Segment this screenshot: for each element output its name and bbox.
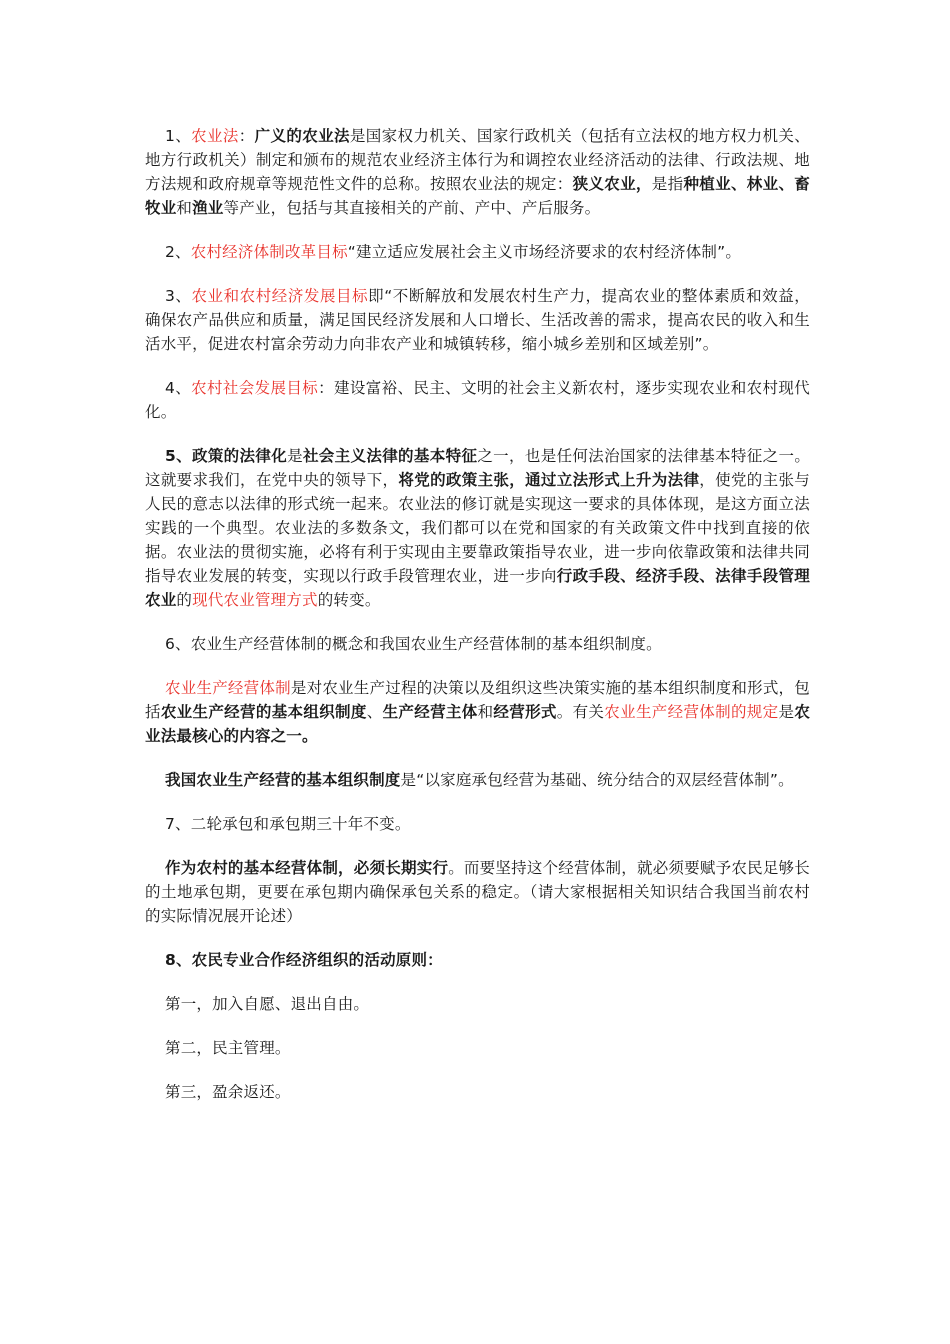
paragraph-7 <box>145 812 810 836</box>
bold-text: 狭义农业， <box>572 175 652 193</box>
text-run: 3、 <box>165 287 192 305</box>
text-run: 的转变。 <box>317 591 381 609</box>
highlighted-term: 农村经济体制改革目标 <box>190 243 348 261</box>
text-run: 等产业，包括与其直接相关的产前、产中、产后服务。 <box>223 199 601 217</box>
text-run: 6、农业生产经营体制的概念和我国农业生产经营体制的基本组织制度。 <box>165 635 662 653</box>
text-run: 和 <box>176 199 193 217</box>
text-run: 2、 <box>165 243 191 261</box>
highlighted-term: 农业生产经营体制的规定 <box>604 703 779 721</box>
text-run: 和 <box>477 703 494 721</box>
bold-text: 种植业、林业、畜牧业 <box>145 175 810 217</box>
text-run: 的 <box>176 591 193 609</box>
text-run: 。而要坚持这个经营体制，就必须要赋予农民足够长的土地承包期，更要在承包期内确保承包关系的稳定。（请大家根据相关知识结合我国当前农村的实际情况展开论述） <box>145 859 810 925</box>
bold-text: 渔业 <box>192 199 224 217</box>
bold-text: 农业生产经营的基本组织制度 <box>160 703 367 721</box>
highlighted-term: 农业生产经营体制 <box>165 679 291 697</box>
paragraph-5 <box>145 444 810 612</box>
text-run: 是指 <box>651 175 684 193</box>
bold-text: 5、政策的法律化 <box>165 447 288 465</box>
paragraph-2 <box>145 240 810 264</box>
bold-text: 将党的政策主张，通过立法形式上升为法律 <box>398 471 700 489</box>
text-run: 之一，也是任何法治国家的法律基本特征之一。这就要求我们，在党中央的领导下， <box>145 447 811 489</box>
bold-text: 8、农民专业合作经济组织的活动原则： <box>165 951 443 969</box>
paragraph-4 <box>145 376 810 424</box>
text-run: 、 <box>366 703 383 721</box>
paragraph-3 <box>145 284 810 356</box>
principle-3 <box>145 1080 810 1104</box>
bold-text: 农业法最核心的内容之一。 <box>145 703 811 745</box>
highlighted-term: 农业法 <box>191 127 239 145</box>
paragraph-6-system <box>145 768 810 792</box>
paragraph-7-detail <box>145 856 810 928</box>
text-run: 第二，民主管理。 <box>165 1039 291 1057</box>
bold-text: 广义的农业法 <box>254 127 350 145</box>
paragraph-1 <box>145 124 810 220</box>
text-run: 即“不断解放和发展农村生产力，提高农业的整体素质和效益，确保农产品供应和质量，满足国民经济发展和人口增长、生活改善的需求，提高农民的收入和生活水平，促进农村富余劳动力向非农产业和城镇转移，缩小城乡差别和区域差别”。 <box>145 287 811 353</box>
principle-2 <box>145 1036 810 1060</box>
text-run: 4、 <box>165 379 192 397</box>
text-run: 是 <box>778 703 795 721</box>
text-run: 7、二轮承包和承包期三十年不变。 <box>165 815 411 833</box>
text-run: 是 <box>287 447 303 465</box>
text-run: 。有关 <box>556 703 605 721</box>
text-run: 是国家权力机关、国家行政机关（包括有立法权的地方权力机关、地方行政机关）制定和颁布的规范农业经济主体行为和调控农业经济活动的法律、行政法规、地方法规和政府规章等规范性文件的总称。按照农业法的规定： <box>145 127 810 193</box>
bold-text: 作为农村的基本经营体制，必须长期实行 <box>165 859 449 877</box>
text-run: 第三，盈余返还。 <box>165 1083 291 1101</box>
paragraph-6 <box>145 632 810 656</box>
highlighted-term: 现代农业管理方式 <box>192 591 318 609</box>
paragraph-8 <box>145 948 810 972</box>
bold-text: 行政手段、经济手段、法律手段管理农业 <box>145 567 810 609</box>
paragraph-6-definition <box>145 676 810 748</box>
text-run: ： <box>238 127 255 145</box>
text-run: 是“以家庭承包经营为基础、统分结合的双层经营体制”。 <box>400 771 794 789</box>
highlighted-term: 农业和农村经济发展目标 <box>191 287 369 305</box>
text-run: ：建设富裕、民主、文明的社会主义新农村，逐步实现农业和农村现代化。 <box>145 379 811 421</box>
bold-text: 我国农业生产经营的基本组织制度 <box>165 771 401 789</box>
text-run: ，使党的主张与人民的意志以法律的形式统一起来。农业法的修订就是实现这一要求的具体体现，是这方面立法实践的一个典型。农业法的多数条文，我们都可以在党和国家的有关政策文件中找到直接的依据。农业法的贯彻实施，必将有利于实现由主要靠政策指导农业，进一步向依靠政策和法律共同指导农业发展的转变，实现以行政手段管理农业，进一步向 <box>145 471 810 585</box>
bold-text: 生产经营主体 <box>382 703 478 721</box>
bold-text: 社会主义法律的基本特征 <box>302 447 478 465</box>
bold-text: 经营形式 <box>493 703 557 721</box>
text-run: 第一，加入自愿、退出自由。 <box>165 995 370 1013</box>
text-run: 1、 <box>165 127 192 145</box>
highlighted-term: 农村社会发展目标 <box>191 379 319 397</box>
principle-1 <box>145 992 810 1016</box>
text-run: “建立适应发展社会主义市场经济要求的农村经济体制”。 <box>347 243 742 261</box>
text-run: 是对农业生产过程的决策以及组织这些决策实施的基本组织制度和形式，包括 <box>145 679 810 721</box>
